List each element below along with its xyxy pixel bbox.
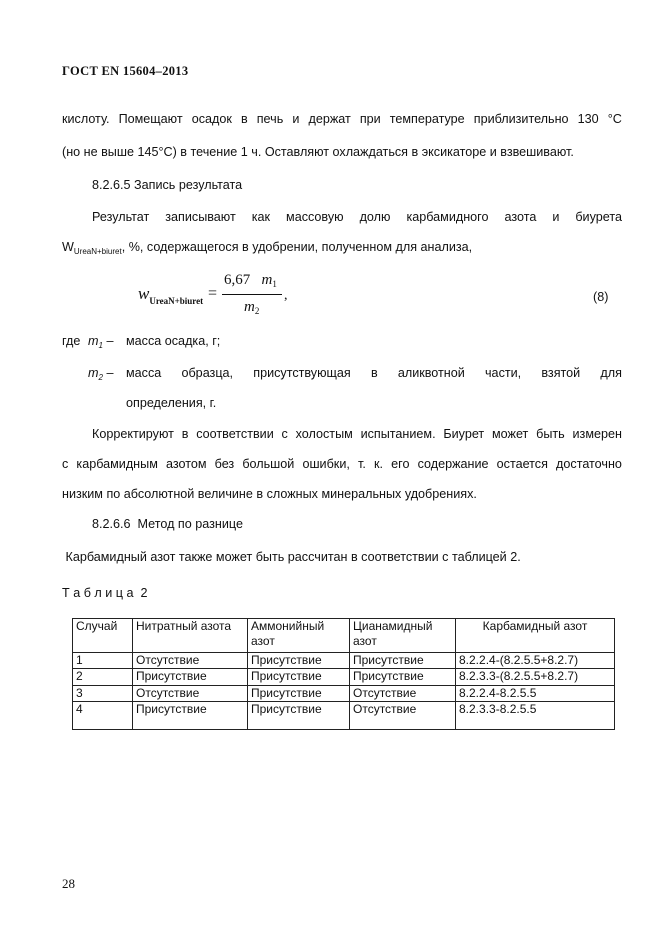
word: записывают: [165, 210, 236, 224]
formula-numerator: [224, 272, 277, 289]
legend-where: где: [62, 334, 81, 348]
legend-m1-symbol: [88, 334, 113, 350]
word: 130: [577, 112, 599, 126]
paragraph-4: Карбамидный азот также может быть рассчитан в соответствии с таблицей 2.: [62, 550, 521, 564]
word: его: [391, 457, 410, 471]
legend-m2-text-line-1: [126, 366, 622, 380]
table-cell: Отсутствие: [350, 685, 456, 701]
word: кислоту.: [62, 112, 110, 126]
formula-denominator: [244, 299, 259, 316]
legend-m1-dash: –: [106, 334, 114, 348]
table-cell: Отсутствие: [350, 702, 456, 730]
table-header-cell: Карбамидный азот: [456, 619, 615, 653]
word: может: [492, 427, 529, 441]
symbol-w: W: [62, 240, 74, 254]
page-number: 28: [62, 876, 75, 891]
legend-m2-text-line-2: определения, г.: [126, 396, 217, 410]
table-cell: Присутствие: [248, 669, 350, 685]
table-cell: 4: [73, 702, 133, 730]
table-cell: 8.2.3.3-8.2.5.5: [456, 702, 615, 730]
word: быть: [536, 427, 565, 441]
word: в: [181, 427, 189, 441]
formula-denominator-subscript: 2: [254, 306, 260, 316]
symbol-w-subscript: UreaN+biuret: [73, 247, 122, 256]
table-header-cell: Аммонийный азот: [248, 619, 350, 653]
word: как: [251, 210, 271, 224]
word: масса: [126, 366, 162, 380]
word: к.: [373, 457, 383, 471]
paragraph-3-line-1: [92, 427, 622, 441]
table-cell: 2: [73, 669, 133, 685]
word: при: [359, 112, 381, 126]
legend-m1-text: масса осадка, г;: [126, 334, 221, 348]
table-header-cell: Цианамидный азот: [350, 619, 456, 653]
word: достаточно: [556, 457, 622, 471]
paragraph-2-line-2-text: , %, содержащегося в удобрении, полученном для анализа,: [121, 240, 473, 254]
word: азотом: [165, 457, 207, 471]
legend-m2-symbol: [88, 366, 113, 382]
word: остается: [496, 457, 548, 471]
table-2: [72, 618, 615, 730]
word: температуре: [389, 112, 465, 126]
word: образца,: [181, 366, 234, 380]
legend-m2-subscript: 2: [98, 373, 103, 382]
table-cell: Присутствие: [248, 652, 350, 668]
word: соответствии: [196, 427, 274, 441]
word: взятой: [541, 366, 581, 380]
word: большой: [242, 457, 295, 471]
table-cell: 8.2.2.4-8.2.5.5: [456, 685, 615, 701]
formula-numerator-variable: m: [261, 272, 273, 288]
word: ошибки,: [302, 457, 350, 471]
formula-numerator-subscript: 1: [272, 279, 277, 289]
paragraph-3-line-2: [62, 457, 622, 471]
word: т.: [357, 457, 366, 471]
table-cell: Присутствие: [133, 702, 248, 730]
word: испытанием.: [360, 427, 436, 441]
word: держат: [308, 112, 351, 126]
word: присутствующая: [253, 366, 351, 380]
table-cell: Присутствие: [350, 669, 456, 685]
table-cell: 3: [73, 685, 133, 701]
paragraph-3-line-3: низким по абсолютной величине в сложных минеральных удобрениях.: [62, 487, 477, 501]
paragraph-2-line-2: [62, 240, 472, 256]
word: печь: [256, 112, 284, 126]
word: Биурет: [443, 427, 485, 441]
formula-lhs: w: [138, 284, 150, 303]
word: карбамидным: [76, 457, 158, 471]
table-cell: 1: [73, 652, 133, 668]
word: осадок: [191, 112, 232, 126]
table-cell: Присутствие: [248, 685, 350, 701]
word: без: [214, 457, 235, 471]
word: и: [292, 112, 300, 126]
formula-number: (8): [593, 290, 609, 304]
word: долю: [359, 210, 391, 224]
formula-numerator-coefficient: 6,67: [224, 272, 251, 288]
formula-lhs-subscript: UreaN+biuret: [149, 296, 204, 306]
table-cell: Присутствие: [133, 669, 248, 685]
paragraph-1-line-2: (но не выше 145°С) в течение 1 ч. Оставляют охлаждаться в эксикаторе и взвешивают.: [62, 145, 574, 159]
table-cell: Присутствие: [248, 702, 350, 730]
word: для: [600, 366, 622, 380]
formula-equals: =: [208, 285, 218, 302]
word: части,: [485, 366, 522, 380]
formula-fraction-bar: [222, 294, 282, 295]
word: с: [281, 427, 288, 441]
legend-m1-variable: m: [88, 334, 99, 348]
formula-comma: ,: [284, 288, 288, 303]
table-cell: Отсутствие: [133, 685, 248, 701]
legend-m1-subscript: 1: [98, 341, 103, 350]
table-header-cell: Случай: [73, 619, 133, 653]
word: в: [370, 366, 378, 380]
table-cell: 8.2.3.3-(8.2.5.5+8.2.7): [456, 669, 615, 685]
legend-m2-dash: –: [106, 366, 114, 380]
word: с: [62, 457, 69, 471]
word: °С: [607, 112, 622, 126]
word: Корректируют: [92, 427, 174, 441]
word: измерен: [572, 427, 622, 441]
word: содержание: [417, 457, 489, 471]
word: азота: [504, 210, 537, 224]
word: массовую: [286, 210, 344, 224]
word: Помещают: [118, 112, 183, 126]
table-cell: Присутствие: [350, 652, 456, 668]
word: приблизительно: [473, 112, 569, 126]
paragraph-1-line-1: [62, 112, 622, 126]
table-row: [73, 702, 615, 730]
word: карбамидного: [406, 210, 489, 224]
word: Результат: [92, 210, 150, 224]
table-header-cell: Нитратный азота: [133, 619, 248, 653]
paragraph-2-line-1: [92, 210, 622, 224]
table-row: [73, 652, 615, 668]
section-8265-heading: 8.2.6.5 Запись результата: [92, 178, 243, 192]
word: холостым: [295, 427, 353, 441]
formula-denominator-variable: m: [244, 299, 255, 315]
table-caption: Т а б л и ц а 2: [62, 586, 148, 600]
table-row: [73, 685, 615, 701]
word: аликвотной: [397, 366, 465, 380]
word: в: [240, 112, 248, 126]
table-header-row: [73, 619, 615, 653]
word: и: [552, 210, 560, 224]
table-cell: 8.2.2.4-(8.2.5.5+8.2.7): [456, 652, 615, 668]
document-header: ГОСТ EN 15604–2013: [62, 64, 189, 78]
word: биурета: [575, 210, 622, 224]
section-8266-heading: 8.2.6.6 Метод по разнице: [92, 517, 243, 531]
table-row: [73, 669, 615, 685]
formula-8: [138, 272, 618, 322]
table-cell: Отсутствие: [133, 652, 248, 668]
legend-m2-variable: m: [88, 366, 99, 380]
